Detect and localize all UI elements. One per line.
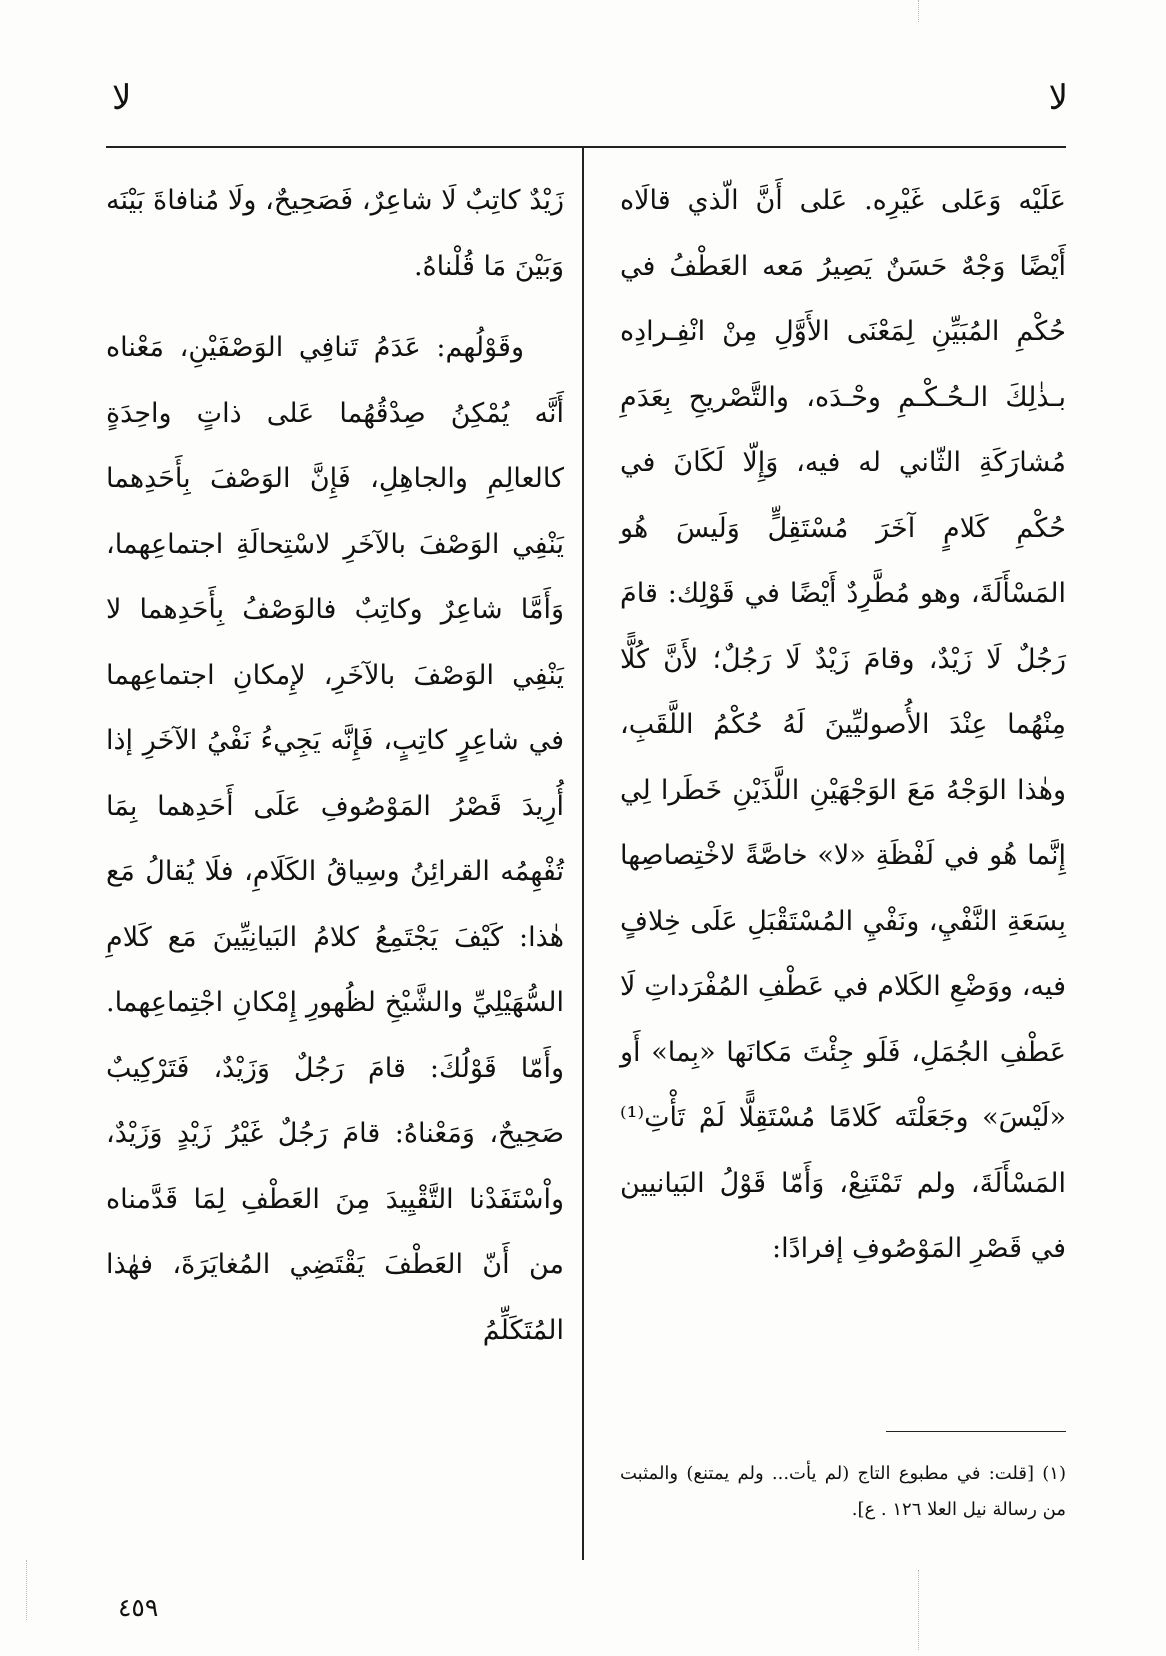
- footnote: (١) [قلت: في مطبوع التاج (لم يأت... ولم يمتنع) والمثبت من رسالة نيل العلا ١٢٦ . ع].: [620, 1463, 1066, 1520]
- header-rule: [106, 146, 1066, 148]
- footnote-rule: [886, 1431, 1066, 1432]
- left-column-paragraph-2: وقَوْلُهم: عَدَمُ تَنافِي الوَصْفَيْنِ، مَعْناه أَنَّه يُمْكِنُ صِدْقُهُما عَلى ذاتٍ واحِدَةٍ كالعالِمِ والجاهِلِ، فَإِنَّ الوَصْفَ بِأَحَدِهما يَنْفِي الوَصْفَ بالآخَرِ لاسْتِحالَةِ اجتماعِهما، وَأَمَّا شاعِرٌ وكاتِبٌ فالوَصْفُ بِأَحَدِهما لا يَنْفِي الوَصْفَ بالآخَرِ، لإِمكانِ اجتماعِهما في شاعِرٍ كاتِبٍ، فَإِنَّه يَجِيءُ نَفْيُ الآخَرِ إذا أُرِيدَ قَصْرُ المَوْصُوفِ عَلَى أَحَدِهما بِمَا تُفْهِمُه القرائِنُ وسِياقُ الكَلَامِ، فلَا يُقالُ مَع هٰذا: كَيْفَ يَجْتَمِعُ كلامُ البَيانِيِّينَ مَع كَلامِ السُّهَيْلِيِّ والشَّيْخِ لظُهورِ إِمْكانِ اجْتِماعِهما. وأَمّا قَوْلُكَ: قامَ رَجُلٌ وَزَيْدٌ، فَتَرْكِيبٌ صَحِيحٌ، وَمَعْناهُ: قامَ رَجُلٌ غَيْرُ زَيْدٍ وَزَيْدٌ، واْسْتَفَدْنا التَّقْيِيدَ مِنَ العَطْفِ لِمَا قَدَّمناه من أَنّ العَطْفَ يَقْتَضِي المُغايَرَةَ، فهٰذا المُتَكَلِّمُ: [106, 332, 564, 1346]
- right-column-text: عَلَيْه وَعَلى غَيْرِه. عَلى أَنَّ الّذي قالَاه أَيْضًا وَجْهٌ حَسَنٌ يَصِيرُ مَعه العَطْفُ في حُكْمِ المُبَيِّنِ لِمَعْنَى الأَوَّلِ مِنْ انْفِـرادِه بـذٰلِكَ الـحُـكْـمِ وحْـدَه، والتَّصْريحِ بِعَدَمِ مُشارَكَةِ الثّاني له فيه، وَإِلّا لَكَانَ في حُكْمِ كَلامٍ آخَرَ مُسْتَقِلٍّ وَلَيسَ هُو المَسْأَلَةَ، وهو مُطَّرِدٌ أَيْضًا في قَوْلِك: قامَ رَجُلٌ لَا زَيْدٌ، وقامَ زَيْدٌ لَا رَجُلٌ؛ لأَنَّ كُلًّا مِنْهُما عِنْدَ الأُصوليِّينَ لَهُ حُكْمُ اللَّقَبِ، وهٰذا الوَجْهُ مَعَ الوَجْهَيْنِ اللَّذَيْنِ خَطَرا لِي إِنَّما هُو في لَفْظَةِ «لا» خاصَّةً لاخْتِصاصِها بِسَعَةِ النَّفْيِ، ونَفْيِ المُسْتَقْبَلِ عَلَى خِلافٍ فيه، ووَضْعِ الكَلام في عَطْفِ المُفْرَداتِ لَا عَطْفِ الجُمَلِ، فَلَو جِئْتَ مَكانَها «بِما» أَو «لَيْسَ» وجَعَلْتَه كَلامًا مُسْتَقِلًّا لَمْ تَأْتِ⁽¹⁾ المَسْأَلَةَ، ولم تَمْتَنِعْ، وَأَمّا قَوْلُ البَيانيين في قَصْرِ المَوْصُوفِ إفرادًا:: [620, 185, 1066, 1264]
- page-number: ٤٥٩: [118, 1593, 159, 1622]
- margin-dotted-mark-bottom: [918, 1570, 919, 1650]
- column-divider: [582, 147, 584, 1560]
- left-column-paragraph-1: زَيْدٌ كاتِبٌ لَا شاعِرٌ، فَصَحِيحٌ، ولَا مُنافاةَ بَيْنَه وَبَيْنَ مَا قُلْناهُ.: [106, 185, 564, 282]
- running-head-left: لا: [112, 78, 132, 118]
- margin-dotted-mark-top: [918, 0, 919, 22]
- margin-dotted-mark-left: [26, 1560, 27, 1620]
- running-head-right: لا: [1048, 78, 1068, 118]
- left-column: [106, 168, 564, 1363]
- right-column: [620, 168, 1066, 1282]
